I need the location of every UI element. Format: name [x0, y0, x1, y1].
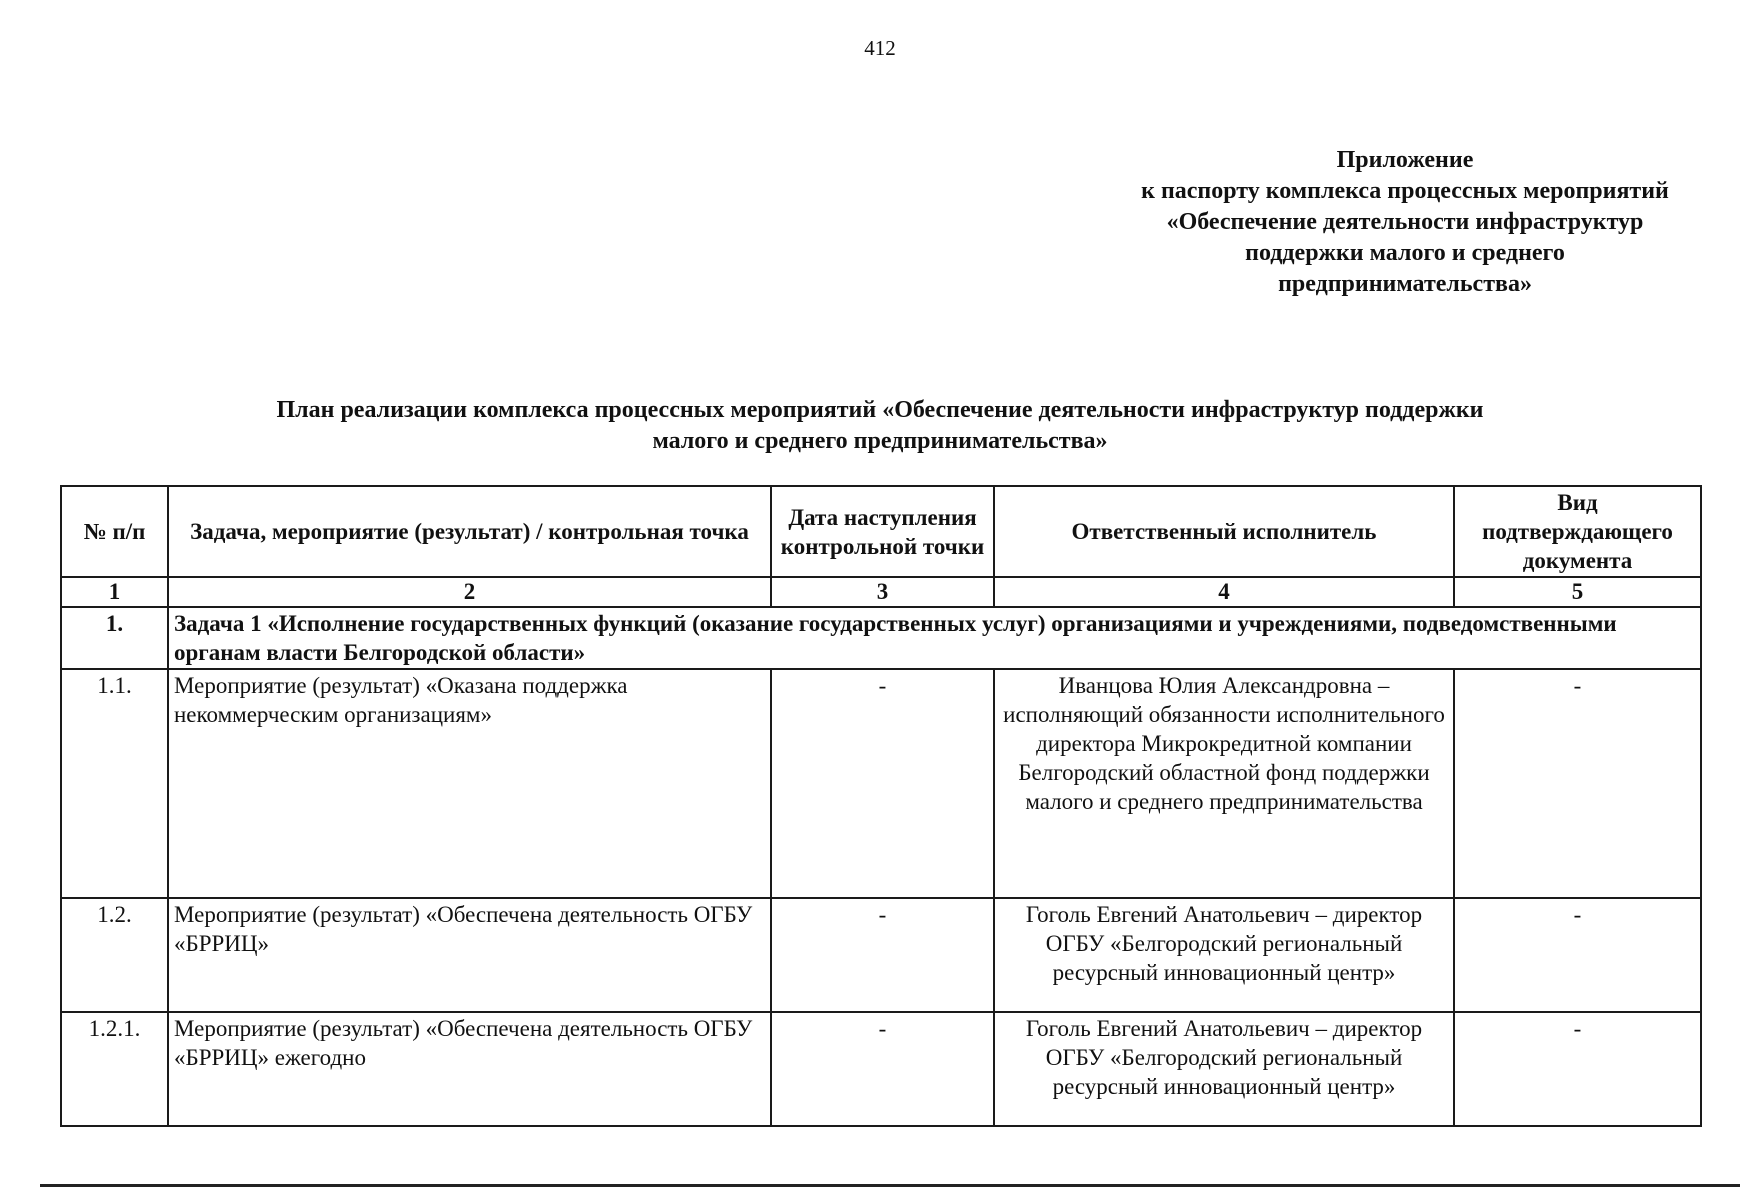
- page-bottom-rule: [40, 1184, 1740, 1187]
- row-document: -: [1454, 898, 1701, 1012]
- row-document: -: [1454, 1012, 1701, 1126]
- header-date: Дата наступления контрольной точки: [771, 486, 994, 577]
- row-number: 1.2.1.: [61, 1012, 168, 1126]
- row-activity: Мероприятие (результат) «Обеспечена деятельность ОГБУ «БРРИЦ»: [168, 898, 771, 1012]
- plan-title-line: малого и среднего предпринимательства»: [652, 428, 1108, 454]
- header-activity: Задача, мероприятие (результат) / контрольная точка: [168, 486, 771, 577]
- row-date: -: [771, 1012, 994, 1126]
- plan-table: [60, 485, 1702, 1127]
- row-responsible: Гоголь Евгений Анатольевич – директор ОГБУ «Белгородский региональный ресурсный инновационный центр»: [994, 1012, 1454, 1126]
- appendix-line: к паспорту комплекса процессных мероприятий: [1141, 178, 1669, 204]
- row-responsible: Иванцова Юлия Александровна – исполняющий обязанности исполнительного директора Микрокредитной компании Белгородский областной фонд поддержки малого и среднего предпринимательства: [994, 669, 1454, 898]
- appendix-line: поддержки малого и среднего: [1245, 240, 1565, 266]
- header-document: Вид подтверждающего документа: [1454, 486, 1701, 577]
- column-number: 3: [771, 577, 994, 607]
- column-number: 5: [1454, 577, 1701, 607]
- table-row: [61, 669, 1701, 898]
- row-activity: Мероприятие (результат) «Оказана поддержка некоммерческим организациям»: [168, 669, 771, 898]
- header-row: [61, 486, 1701, 577]
- appendix-line: «Обеспечение деятельности инфраструктур: [1166, 209, 1644, 235]
- row-document: -: [1454, 669, 1701, 898]
- table-row: [61, 898, 1701, 1012]
- appendix-heading: [1080, 145, 1730, 300]
- appendix-line: Приложение: [1336, 147, 1474, 173]
- page-number: 412: [864, 36, 896, 60]
- column-numbers-row: [61, 577, 1701, 607]
- row-responsible: Гоголь Евгений Анатольевич – директор ОГБУ «Белгородский региональный ресурсный инновационный центр»: [994, 898, 1454, 1012]
- task-number: 1.: [61, 607, 168, 669]
- table-row: [61, 1012, 1701, 1126]
- task-text: Задача 1 «Исполнение государственных функций (оказание государственных услуг) организациями и учреждениями, подведомственными органам власти Белгородской области»: [168, 607, 1701, 669]
- header-number: № п/п: [61, 486, 168, 577]
- column-number: 2: [168, 577, 771, 607]
- column-number: 4: [994, 577, 1454, 607]
- row-number: 1.2.: [61, 898, 168, 1012]
- plan-title: [150, 395, 1610, 457]
- row-number: 1.1.: [61, 669, 168, 898]
- row-date: -: [771, 669, 994, 898]
- appendix-line: предпринимательства»: [1278, 271, 1532, 297]
- row-activity: Мероприятие (результат) «Обеспечена деятельность ОГБУ «БРРИЦ» ежегодно: [168, 1012, 771, 1126]
- header-responsible: Ответственный исполнитель: [994, 486, 1454, 577]
- row-date: -: [771, 898, 994, 1012]
- plan-title-line: План реализации комплекса процессных мероприятий «Обеспечение деятельности инфраструктур поддержки: [276, 397, 1484, 423]
- task-row: [61, 607, 1701, 669]
- column-number: 1: [61, 577, 168, 607]
